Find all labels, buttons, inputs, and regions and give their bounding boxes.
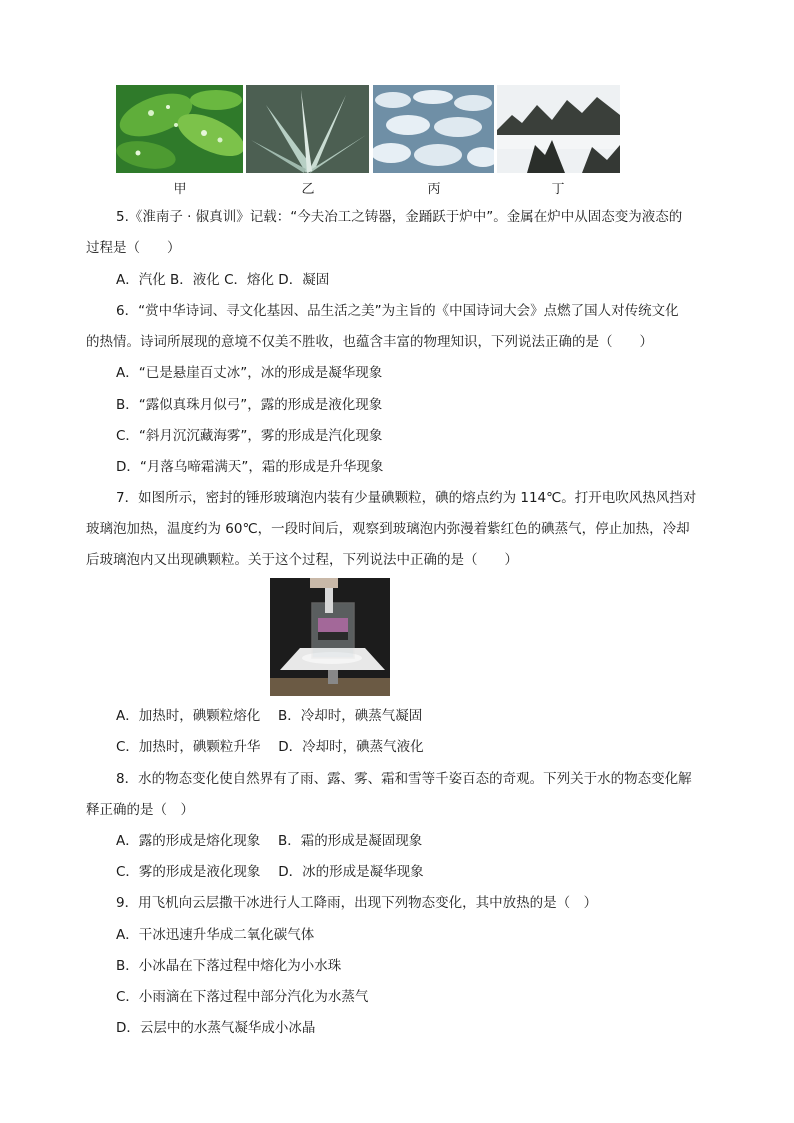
photo-misty-mountains bbox=[497, 85, 620, 173]
q7-options-cd: C．加热时，碘颗粒升华 D．冷却时，碘蒸气液化 bbox=[116, 739, 424, 755]
q5-options: A．汽化 B．液化 C．熔化 D．凝固 bbox=[116, 272, 330, 288]
q8-line1: 8．水的物态变化使自然界有了雨、露、雾、霜和雪等千姿百态的奇观。下列关于水的物态变化解 bbox=[116, 771, 692, 787]
photo-iodine-glass-bulb bbox=[270, 578, 390, 696]
q9-option-a: A．干冰迅速升华成二氧化碳气体 bbox=[116, 927, 315, 943]
q6-option-c: C．“斜月沉沉藏海雾”，雾的形成是汽化现象 bbox=[116, 428, 383, 444]
q5-line2: 过程是（ ） bbox=[86, 240, 181, 256]
q6-line2: 的热情。诗词所展现的意境不仅美不胜收，也蕴含丰富的物理知识，下列说法正确的是（ ） bbox=[86, 334, 653, 350]
photo-ice-floes bbox=[373, 85, 494, 173]
q9-option-b: B．小冰晶在下落过程中熔化为小水珠 bbox=[116, 958, 342, 974]
q9-option-c: C．小雨滴在下落过程中部分汽化为水蒸气 bbox=[116, 989, 369, 1005]
figure-label-yi: 乙 bbox=[301, 182, 315, 197]
figure-label-bing: 丙 bbox=[427, 182, 441, 197]
figure-label-ding: 丁 bbox=[551, 182, 565, 197]
q8-options-ab: A．露的形成是熔化现象 B．霜的形成是凝固现象 bbox=[116, 833, 423, 849]
q9-option-d: D．云层中的水蒸气凝华成小冰晶 bbox=[116, 1020, 316, 1036]
photo-dew-leaves bbox=[116, 85, 243, 173]
q9-line1: 9．用飞机向云层撒干冰进行人工降雨，出现下列物态变化，其中放热的是（ ） bbox=[116, 895, 598, 911]
q5-line1: 5.《淮南子 · 俶真训》记载：“今夫冶工之铸器，金踊跃于炉中”。金属在炉中从固态变为液态的 bbox=[116, 209, 683, 225]
photo-frost-plant bbox=[246, 85, 369, 173]
q6-option-b: B．“露似真珠月似弓”，露的形成是液化现象 bbox=[116, 397, 383, 413]
q7-line1: 7．如图所示，密封的锤形玻璃泡内装有少量碘颗粒，碘的熔点约为 114℃。打开电吹风热风挡对 bbox=[116, 490, 697, 506]
q8-line2: 释正确的是（ ） bbox=[86, 802, 194, 818]
q6-line1: 6．“赏中华诗词、寻文化基因、品生活之美”为主旨的《中国诗词大会》点燃了国人对传统文化 bbox=[116, 303, 679, 319]
q6-option-a: A．“已是悬崖百丈冰”，冰的形成是凝华现象 bbox=[116, 365, 383, 381]
q7-line3: 后玻璃泡内又出现碘颗粒。关于这个过程，下列说法中正确的是（ ） bbox=[86, 552, 518, 568]
figure-label-jia: 甲 bbox=[173, 182, 187, 197]
q8-options-cd: C．雾的形成是液化现象 D．冰的形成是凝华现象 bbox=[116, 864, 424, 880]
q6-option-d: D．“月落乌啼霜满天”，霜的形成是升华现象 bbox=[116, 459, 384, 475]
q7-options-ab: A．加热时，碘颗粒熔化 B．冷却时，碘蒸气凝固 bbox=[116, 708, 423, 724]
figure-row bbox=[116, 85, 620, 173]
q7-line2: 玻璃泡加热，温度约为 60℃，一段时间后，观察到玻璃泡内弥漫着紫红色的碘蒸气，停止加热，冷却 bbox=[86, 521, 690, 537]
